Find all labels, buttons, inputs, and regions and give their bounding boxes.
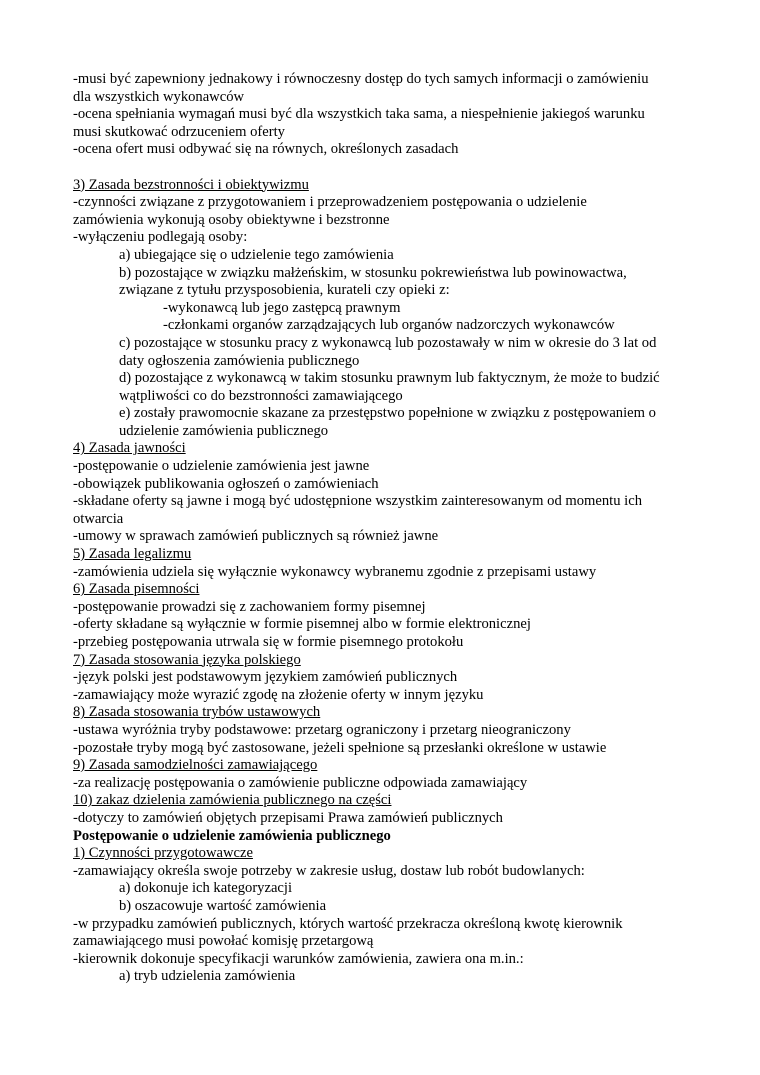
text-line: dla wszystkich wykonawców: [73, 88, 245, 105]
text-line: -musi być zapewniony jednakowy i równoczesny dostęp do tych samych informacji o zamówieniu: [73, 71, 649, 87]
text-line: d) pozostające z wykonawcą w takim stosunku prawnym lub faktycznym, że może to budzić: [119, 370, 660, 387]
text-line: a) ubiegające się o udzielenie tego zamówienia: [119, 246, 394, 263]
main-heading: Postępowanie o udzielenie zamówienia publicznego: [73, 827, 391, 844]
text-line: -zamówienia udziela się wyłącznie wykonawcy wybranemu zgodnie z przepisami ustawy: [73, 563, 597, 580]
text-line: b) pozostające w związku małżeńskim, w stosunku pokrewieństwa lub powinowactwa,: [119, 264, 627, 281]
text-line: udzielenie zamówienia publicznego: [119, 422, 329, 439]
text-line: -składane oferty są jawne i mogą być udostępnione wszystkim zainteresowanym od momentu ich: [73, 493, 643, 510]
text-line: e) zostały prawomocnie skazane za przestępstwo popełnione w związku z postępowaniem o: [119, 405, 656, 422]
text-line: -ustawa wyróżnia tryby podstawowe: przetarg ograniczony i przetarg nieograniczony: [73, 721, 571, 738]
text-line: -język polski jest podstawowym językiem zamówień publicznych: [73, 669, 458, 686]
section-heading: 9) Zasada samodzielności zamawiającego: [73, 757, 318, 774]
text-line: musi skutkować odrzuceniem oferty: [73, 123, 285, 140]
text-line: -postępowanie prowadzi się z zachowaniem formy pisemnej: [73, 598, 426, 615]
section-heading: 7) Zasada stosowania języka polskiego: [73, 651, 301, 668]
text-line: -dotyczy to zamówień objętych przepisami Prawa zamówień publicznych: [73, 809, 503, 826]
text-line: -ocena spełniania wymagań musi być dla wszystkich taka sama, a niespełnienie jakiegoś warunku: [73, 106, 645, 123]
text-line: -kierownik dokonuje specyfikacji warunków zamówienia, zawiera ona m.in.:: [73, 950, 524, 967]
text-line: -pozostałe tryby mogą być zastosowane, jeżeli spełnione są przesłanki określone w ustawie: [73, 739, 607, 756]
section-heading: 5) Zasada legalizmu: [73, 546, 192, 563]
text-line: -członkami organów zarządzających lub organów nadzorczych wykonawców: [163, 317, 615, 334]
text-line: zamówienia wykonują osoby obiektywne i bezstronne: [73, 211, 390, 228]
section-heading: 6) Zasada pisemności: [73, 581, 200, 598]
text-line: otwarcia: [73, 510, 124, 527]
text-line: związane z tytułu przysposobienia, kurateli czy opieki z:: [119, 282, 450, 299]
section-heading: 4) Zasada jawności: [73, 440, 186, 457]
text-line: -zamawiający określa swoje potrzeby w zakresie usług, dostaw lub robót budowlanych:: [73, 862, 585, 879]
text-line: -ocena ofert musi odbywać się na równych, określonych zasadach: [73, 141, 459, 158]
text-line: a) tryb udzielenia zamówienia: [119, 968, 296, 985]
text-line: -zamawiający może wyrazić zgodę na złożenie oferty w innym języku: [73, 686, 484, 703]
text-line: -wyłączeniu podlegają osoby:: [73, 229, 248, 246]
text-line: daty ogłoszenia zamówienia publicznego: [119, 352, 360, 369]
text-line: -wykonawcą lub jego zastępcą prawnym: [163, 299, 401, 316]
text-line: -oferty składane są wyłącznie w formie pisemnej albo w formie elektronicznej: [73, 616, 531, 633]
text-line: zamawiającego musi powołać komisję przetargową: [73, 933, 374, 950]
blank-line: [73, 159, 700, 177]
text-line: -za realizację postępowania o zamówienie publiczne odpowiada zamawiający: [73, 774, 528, 791]
section-heading: 3) Zasada bezstronności i obiektywizmu: [73, 176, 309, 193]
text-line: -przebieg postępowania utrwala się w formie pisemnego protokołu: [73, 634, 464, 650]
text-line: -czynności związane z przygotowaniem i przeprowadzeniem postępowania o udzielenie: [73, 194, 587, 211]
text-line: -obowiązek publikowania ogłoszeń o zamówieniach: [73, 475, 379, 492]
text-line: -postępowanie o udzielenie zamówienia jest jawne: [73, 458, 370, 475]
text-line: wątpliwości co do bezstronności zamawiającego: [119, 387, 403, 404]
text-line: a) dokonuje ich kategoryzacji: [119, 880, 293, 897]
section-heading: 10) zakaz dzielenia zamówienia publicznego na części: [73, 792, 392, 809]
section-heading: 8) Zasada stosowania trybów ustawowych: [73, 704, 321, 721]
text-line: -umowy w sprawach zamówień publicznych są również jawne: [73, 528, 439, 545]
text-line: b) oszacowuje wartość zamówienia: [119, 897, 327, 914]
section-heading: 1) Czynności przygotowawcze: [73, 845, 253, 862]
text-line: -w przypadku zamówień publicznych, których wartość przekracza określoną kwotę kierownik: [73, 915, 623, 932]
text-line: c) pozostające w stosunku pracy z wykonawcą lub pozostawały w nim w okresie do 3 lat od: [119, 334, 657, 351]
